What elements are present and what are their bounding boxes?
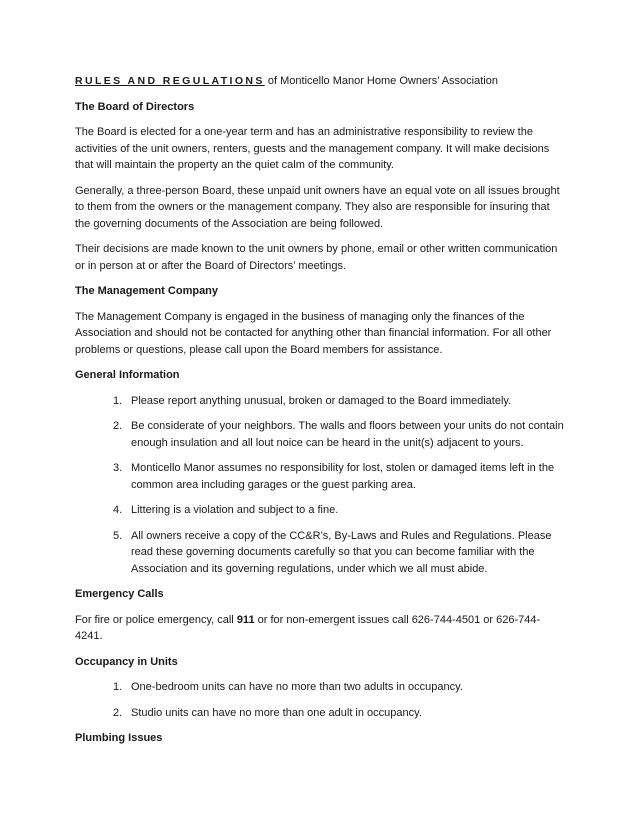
list-number: 4. bbox=[113, 504, 123, 516]
heading-board: The Board of Directors bbox=[75, 100, 195, 113]
heading-emergency: Emergency Calls bbox=[75, 588, 164, 600]
board-paragraph-1: The Board is elected for a one-year term and has an administrative responsibility to review the activities of the unit owners, renters, guests and the management company. It will make decisions that will maintain the property an the quiet calm of the community. bbox=[75, 126, 550, 171]
heading-general-info: General Information bbox=[75, 369, 180, 381]
list-text: Be considerate of your neighbors. The walls and floors between your units do not contain enough insulation and all lout noice can be heard in the unit(s) adjacent to yours. bbox=[131, 420, 564, 449]
board-paragraph-3: Their decisions are made known to the unit owners by phone, email or other written communication or in person at or after the Board of Directors’ meetings. bbox=[75, 243, 558, 272]
general-info-list bbox=[75, 393, 565, 578]
list-number: 3. bbox=[113, 462, 123, 474]
list-number: 2. bbox=[113, 706, 123, 719]
board-paragraph-2: Generally, a three-person Board, these unpaid unit owners have an equal vote on all issues brought to them from the owners or the management company. They also are responsible for insuring that the governing documents of the Association are being followed. bbox=[75, 184, 560, 230]
list-item bbox=[75, 418, 565, 451]
document-title bbox=[75, 73, 565, 90]
list-item bbox=[75, 393, 565, 410]
heading-plumbing: Plumbing Issues bbox=[75, 732, 163, 744]
title-rest: of Monticello Manor Home Owners’ Association bbox=[264, 75, 498, 87]
management-paragraph: The Management Company is engaged in the business of managing only the finances of the Association and should not be contacted for anything other than financial information. For all other problems or questions, please call upon the Board members for assistance. bbox=[75, 310, 552, 356]
list-text: All owners receive a copy of the CC&R’s, By-Laws and Rules and Regulations. Please read these governing documents carefully so that you can become familiar with the Association and its governing regulations, under which we all must abide. bbox=[131, 529, 552, 575]
emergency-paragraph bbox=[75, 612, 565, 645]
heading-management: The Management Company bbox=[75, 285, 219, 297]
list-text: Studio units can have no more than one adult in occupancy. bbox=[131, 706, 422, 719]
list-item bbox=[75, 679, 565, 696]
emergency-text-after: or for non-emergent issues call 626-744-4501 or 626-744-4241. bbox=[75, 613, 541, 642]
document-body bbox=[75, 73, 565, 756]
list-number: 1. bbox=[113, 681, 123, 693]
emergency-number: 911 bbox=[236, 613, 255, 626]
list-item bbox=[75, 460, 565, 493]
list-number: 2. bbox=[113, 420, 123, 432]
list-item bbox=[75, 528, 565, 578]
occupancy-list bbox=[75, 679, 565, 721]
list-text: One-bedroom units can have no more than two adults in occupancy. bbox=[131, 681, 463, 693]
list-text: Littering is a violation and subject to a fine. bbox=[131, 504, 339, 516]
emergency-text-before: For fire or police emergency, call bbox=[75, 613, 237, 626]
list-number: 1. bbox=[113, 394, 123, 407]
list-text: Monticello Manor assumes no responsibility for lost, stolen or damaged items left in the common area including garages or the guest parking area. bbox=[131, 462, 555, 491]
list-item bbox=[75, 502, 565, 519]
list-number: 5. bbox=[113, 529, 123, 542]
heading-occupancy: Occupancy in Units bbox=[75, 655, 178, 668]
list-text: Please report anything unusual, broken or damaged to the Board immediately. bbox=[131, 394, 512, 407]
list-item bbox=[75, 705, 565, 722]
title-caps: RULES AND REGULATIONS bbox=[75, 75, 265, 87]
